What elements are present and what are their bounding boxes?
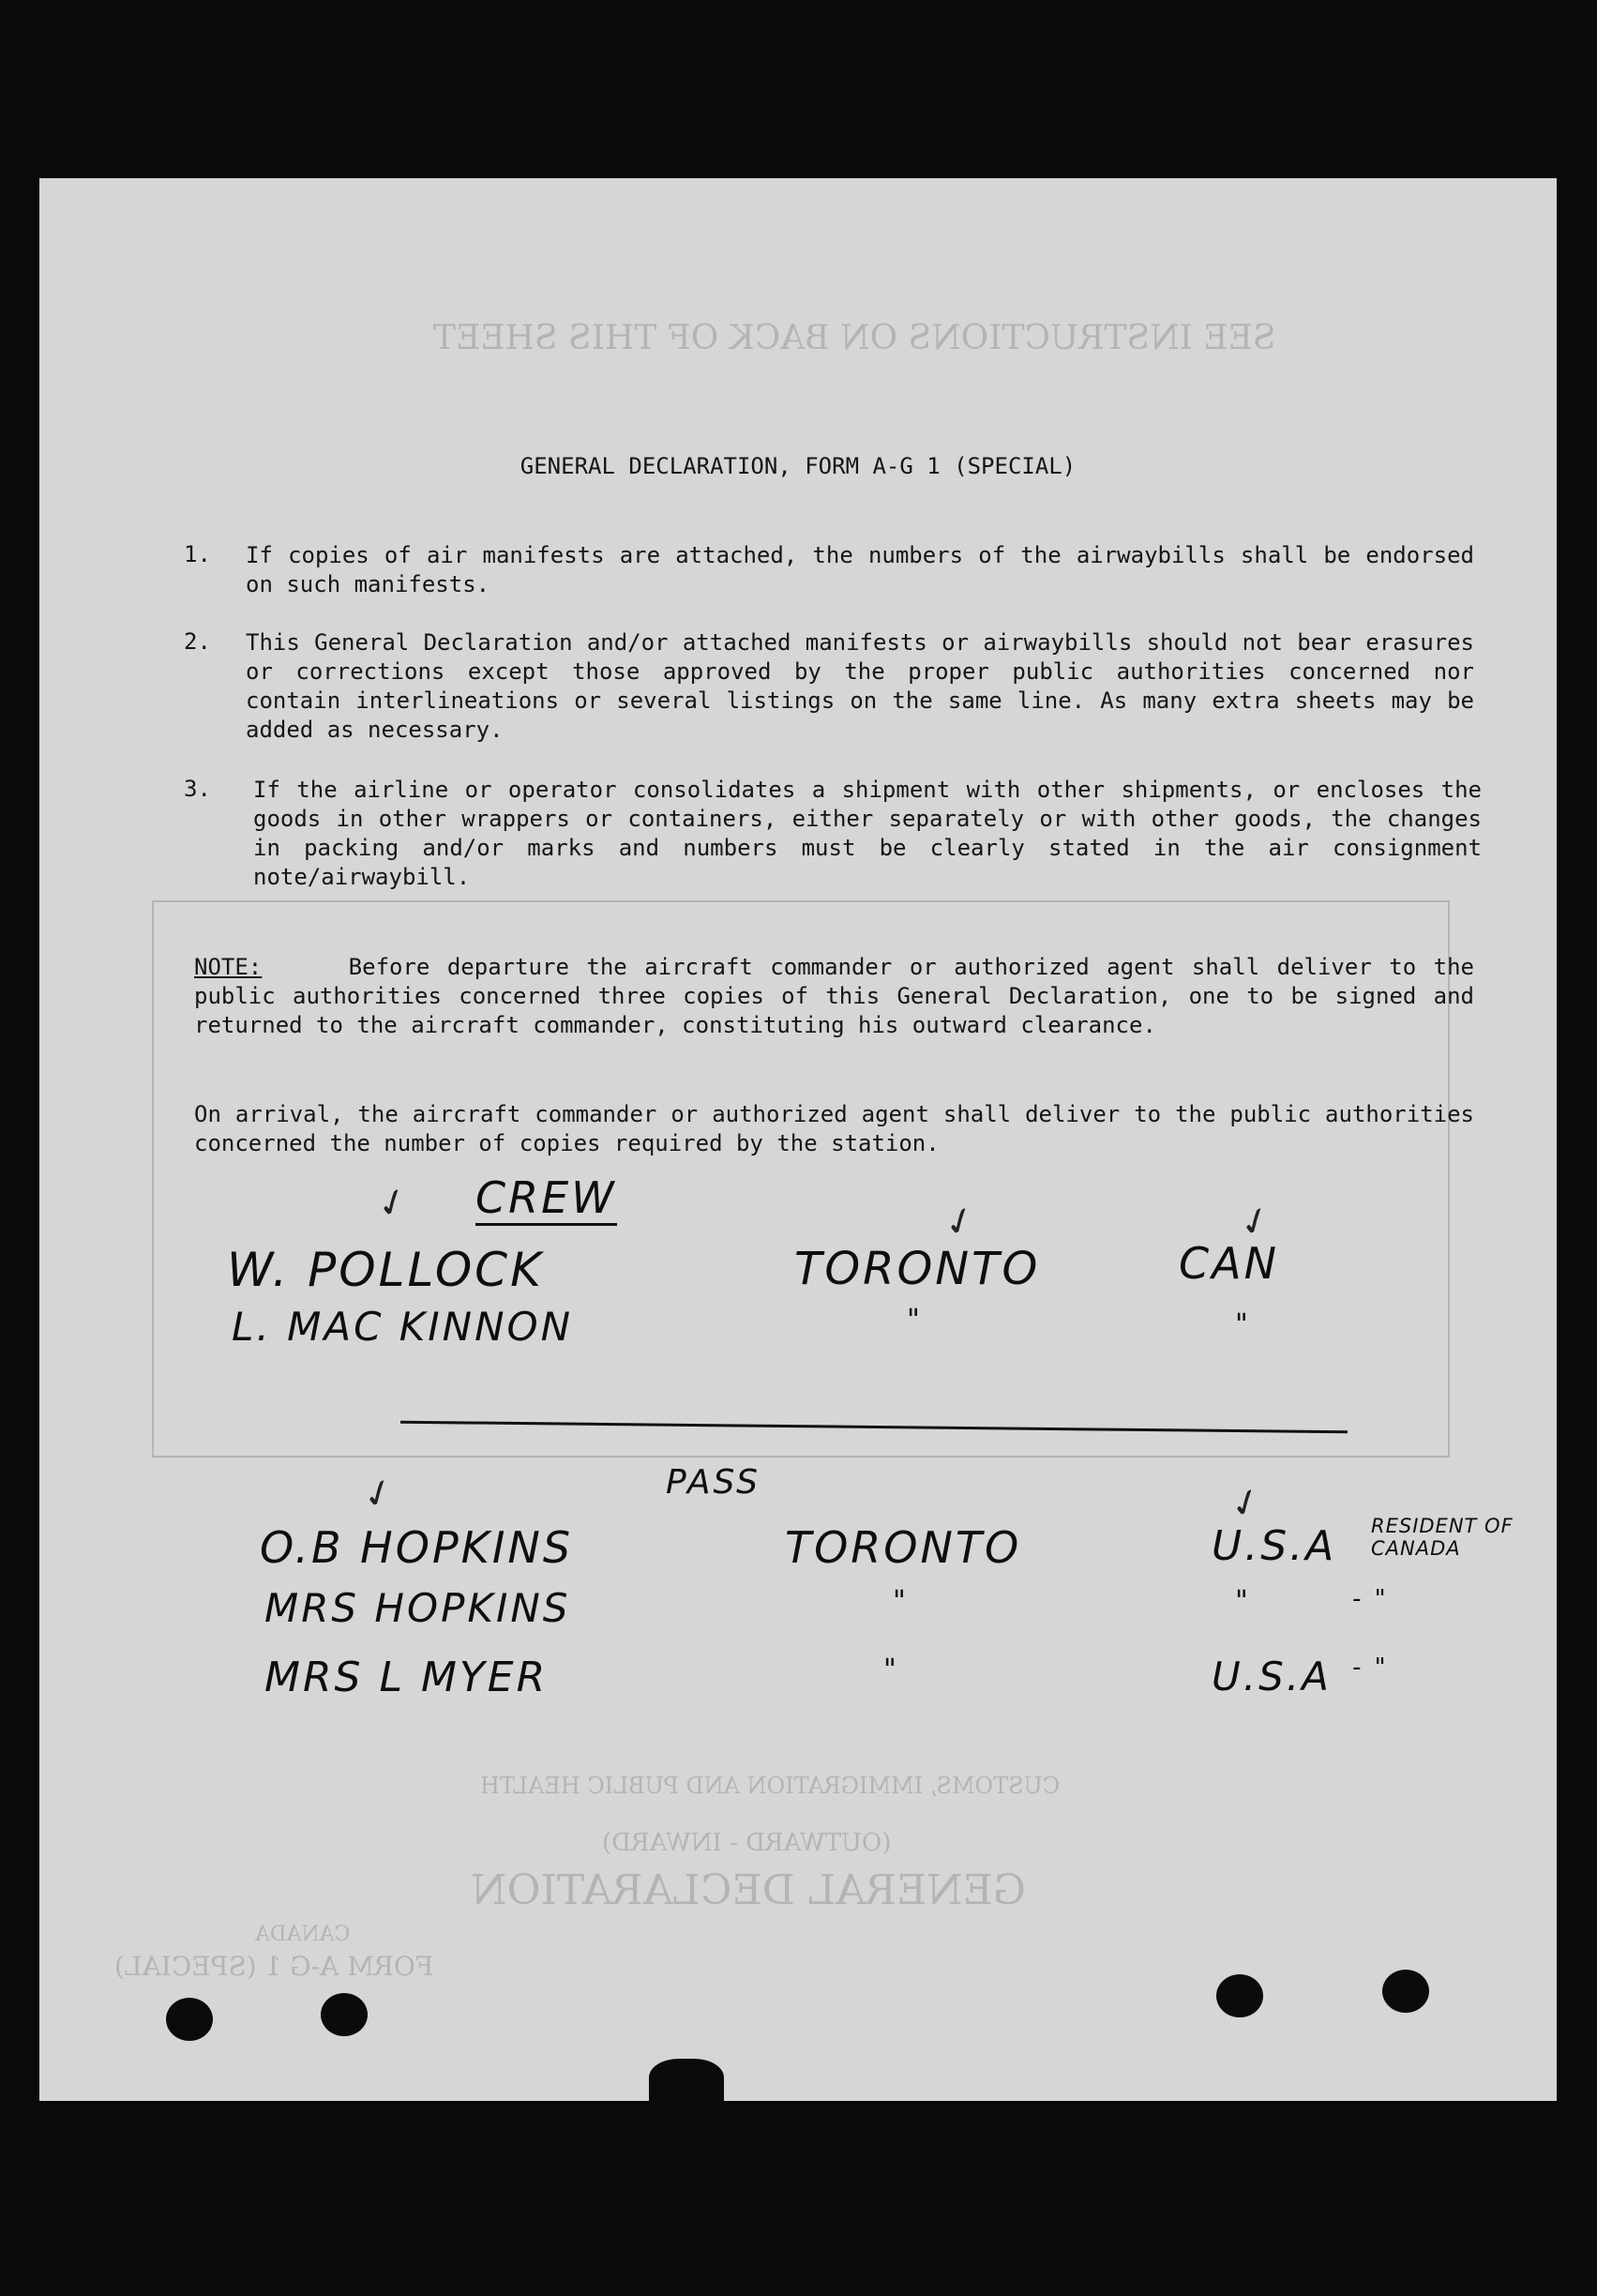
bleed-through-bottom-3: GENERAL DECLARATION bbox=[471, 1866, 1026, 1914]
pass-heading: PASS bbox=[666, 1463, 761, 1502]
passenger-2-note: - " bbox=[1352, 1585, 1389, 1613]
crew-heading: CREW bbox=[475, 1172, 617, 1226]
crew-1-nationality: CAN bbox=[1179, 1238, 1279, 1289]
crew-2-nationality: " bbox=[1235, 1308, 1251, 1341]
passenger-3-city: " bbox=[883, 1654, 899, 1686]
check-mark: ✓ bbox=[356, 1468, 401, 1520]
passenger-2-name: MRS HOPKINS bbox=[264, 1585, 571, 1631]
passenger-3-note: - " bbox=[1352, 1654, 1389, 1682]
form-title: GENERAL DECLARATION, FORM A-G 1 (SPECIAL) bbox=[520, 453, 1077, 479]
crew-2-city: " bbox=[907, 1304, 923, 1337]
bleed-through-top: SEE INSTRUCTIONS ON BACK OF THIS SHEET bbox=[433, 319, 1276, 357]
passenger-1-note: RESIDENT OF CANADA bbox=[1371, 1515, 1514, 1560]
instruction-3-number: 3. bbox=[184, 776, 211, 802]
instruction-1-number: 1. bbox=[184, 541, 211, 567]
note-label: NOTE: bbox=[194, 954, 263, 980]
punch-hole bbox=[1382, 1970, 1429, 2013]
passenger-3-name: MRS L MYER bbox=[264, 1654, 549, 1701]
passenger-2-nationality: " bbox=[1235, 1585, 1251, 1618]
passenger-1-name: O.B HOPKINS bbox=[260, 1522, 574, 1573]
instruction-1-text: If copies of air manifests are attached, the numbers of the airwaybills shall be endorsed on such manifests. bbox=[246, 542, 1474, 597]
bleed-through-bottom-2: (OUTWARD - INWARD) bbox=[602, 1829, 892, 1857]
bleed-through-bottom-5: CANADA bbox=[255, 1923, 351, 1946]
declaration-sheet bbox=[39, 178, 1557, 2101]
punch-hole bbox=[1216, 1974, 1263, 2017]
instruction-2-number: 2. bbox=[184, 628, 211, 655]
check-mark: ✓ bbox=[938, 1196, 983, 1248]
check-mark: ✓ bbox=[1224, 1477, 1269, 1530]
passenger-2-city: " bbox=[893, 1585, 909, 1618]
crew-1-city: TORONTO bbox=[794, 1243, 1041, 1295]
passenger-1-city: TORONTO bbox=[785, 1522, 1022, 1573]
check-mark: ✓ bbox=[370, 1177, 415, 1230]
punch-hole bbox=[321, 1993, 368, 2036]
bleed-through-bottom-4: FORM A-G 1 (SPECIAL) bbox=[114, 1951, 434, 1982]
instruction-2-text: This General Declaration and/or attached manifests or airwaybills should not bear erasures or corrections except those approved by the proper public authorities concerned nor contain interlineations or several listings on the same line. As many extra sheets may be added as necessary. bbox=[246, 629, 1474, 743]
note-text: Before departure the aircraft commander or authorized agent shall deliver to the public authorities concerned three copies of this General Declaration, one to be signed and returned to the aircraft commander, constituting his outward clearance. bbox=[194, 954, 1474, 1038]
check-mark: ✓ bbox=[1233, 1196, 1278, 1248]
arrival-paragraph: On arrival, the aircraft commander or authorized agent shall deliver to the public authorities concerned the number of copies required by the station. bbox=[194, 1101, 1474, 1156]
punch-hole bbox=[166, 1998, 213, 2041]
bleed-through-bottom-1: CUSTOMS, IMMIGRATION AND PUBLIC HEALTH bbox=[480, 1773, 1061, 1799]
passenger-1-nationality: U.S.A bbox=[1212, 1522, 1337, 1570]
note-paragraph bbox=[194, 953, 1474, 1040]
tear-mark bbox=[649, 2059, 724, 2106]
instruction-3-text: If the airline or operator consolidates a shipment with other shipments, or encloses the goods in other wrappers or containers, either separately or with other goods, the changes in packing and/or marks and numbers must be clearly stated in the air consignment note/airwaybill. bbox=[253, 777, 1482, 890]
crew-2-name: L. MAC KINNON bbox=[232, 1304, 573, 1350]
passenger-3-nationality: U.S.A bbox=[1212, 1654, 1332, 1699]
crew-1-name: W. POLLOCK bbox=[227, 1243, 544, 1297]
